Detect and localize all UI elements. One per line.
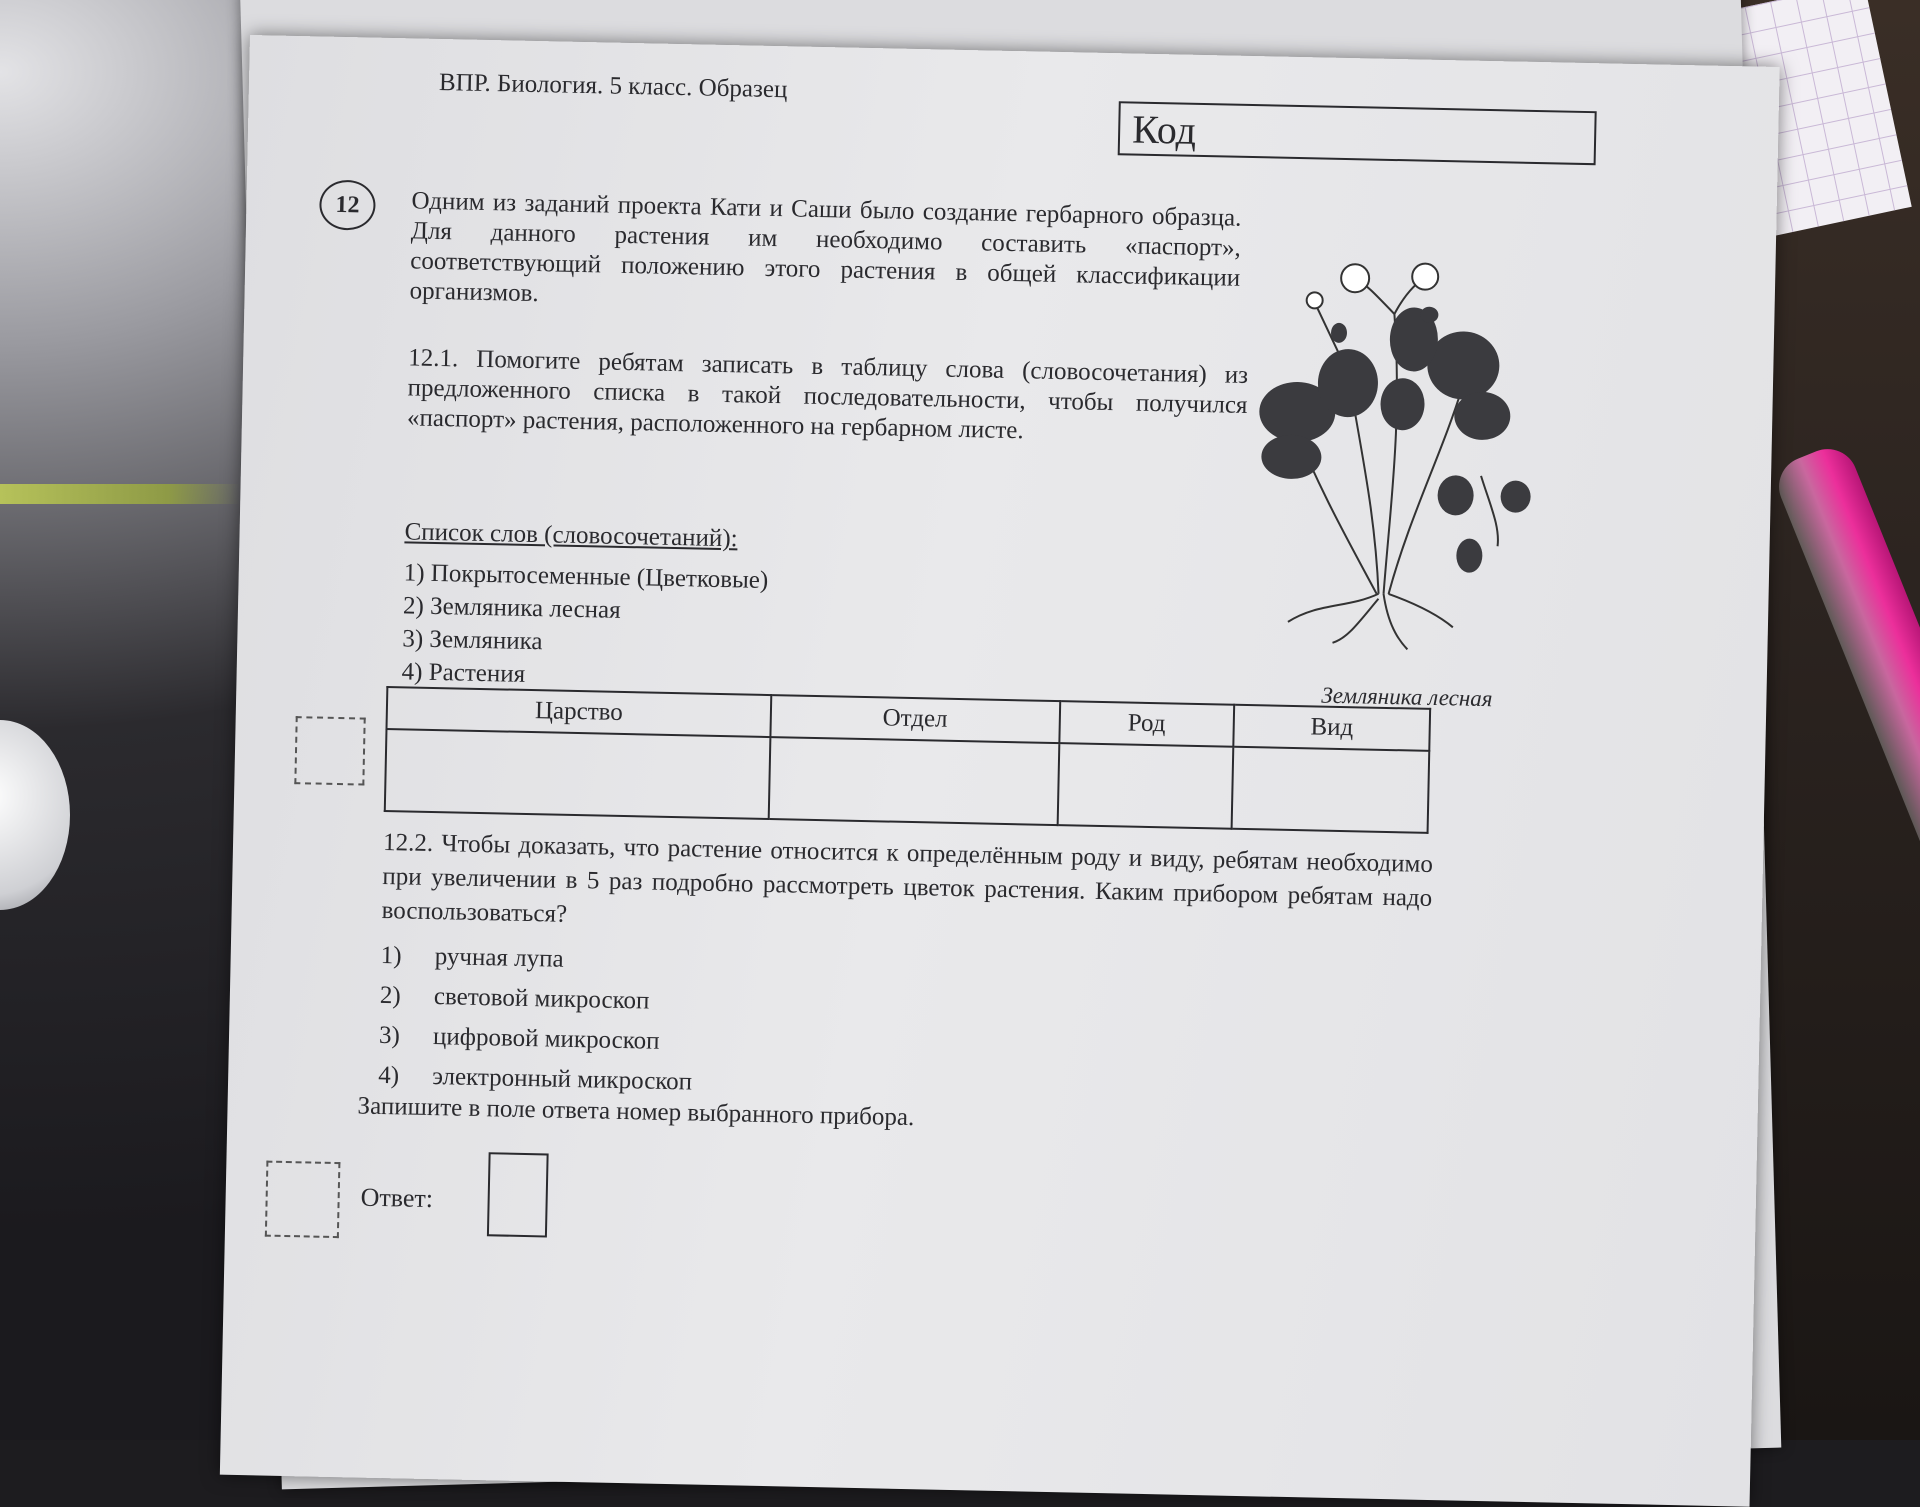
list-item: 3) Земляника [402,625,543,656]
option-label: цифровой микроскоп [432,1023,660,1055]
column-genus: Род [1059,701,1235,747]
answer-label: Ответ: [360,1182,434,1214]
device-options [378,936,695,1103]
task-number: 12 [319,179,376,230]
option-label: световой микроскоп [433,983,650,1015]
option-number: 1) [380,941,402,970]
answer-cell-division[interactable] [769,737,1059,825]
image-caption: Земляника лесная [1321,682,1493,712]
option-label: ручная лупа [434,943,564,973]
option-number: 3) [378,1021,401,1050]
code-field[interactable]: Код [1118,101,1597,165]
score-box-12-1 [294,716,365,785]
answer-cell-genus[interactable] [1057,743,1233,829]
question-12-2: 12.2. Чтобы доказать, что растение относится к определённым роду и виду, ребятам необходимо при увеличении в 5 раз подробно рассмотреть цветок растения. Каким прибором ребятам надо воспользоваться? [381,828,1434,928]
column-division: Отдел [770,695,1059,743]
answer-instruction: Запишите в поле ответа номер выбранного прибора. [357,1092,915,1132]
answer-cell-kingdom[interactable] [385,729,771,819]
column-kingdom: Царство [386,687,771,737]
green-strip [0,484,240,504]
answer-field[interactable] [487,1152,549,1237]
option-number: 4) [377,1061,400,1090]
list-item: 2) Земляника лесная [402,592,621,624]
option-label: электронный микроскоп [431,1063,693,1096]
option-number: 2) [379,981,402,1010]
list-item: 1) Покрытосеменные (Цветковые) [403,559,769,594]
score-box-12-2 [265,1161,341,1239]
passport-table [384,686,1431,834]
list-item [380,936,695,983]
word-list-title: Список слов (словосочетаний): [404,518,738,553]
column-species: Вид [1234,705,1431,751]
question-12-1: 12.1. Помогите ребятам записать в таблицу слова (словосочетания) из предложенного списка в такой последовательности, чтобы получился «паспорт» растения, расположенного на гербарном листе. [406,344,1249,445]
list-item [379,976,694,1023]
worksheet-page [220,35,1780,1507]
list-item: 4) Растения [401,658,526,688]
list-item [379,1016,694,1063]
answer-cell-species[interactable] [1232,747,1429,833]
page-header: ВПР. Биология. 5 класс. Образец [438,68,788,104]
task-intro: Одним из заданий проекта Кати и Саши было создание гербарного образца. Для данного растения им необходимо составить «паспорт», соответствующий положению этого растения в общей классификации организмов. [409,187,1242,308]
strawberry-plant-illustration [1247,251,1555,657]
word-list [401,556,768,696]
